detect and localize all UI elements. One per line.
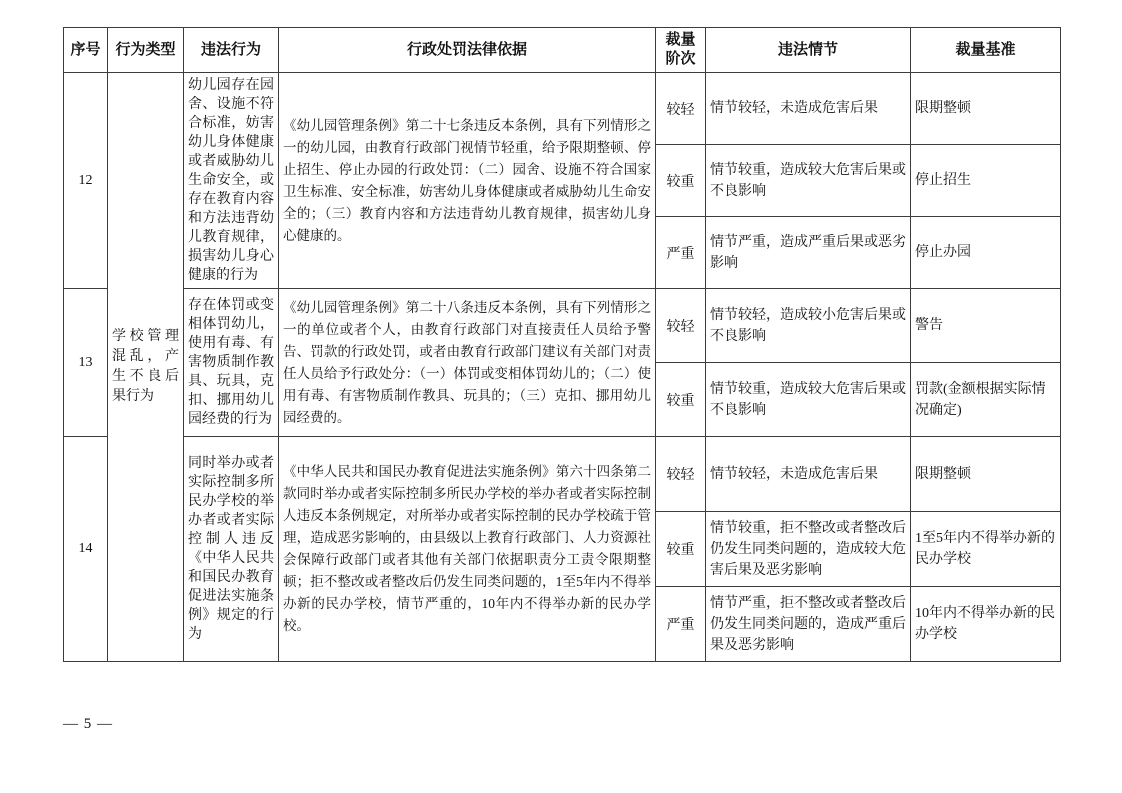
serial-cell-14: 14 [64, 437, 108, 662]
illegal-act-cell-12: 幼儿园存在园舍、设施不符合标准，妨害幼儿身体健康或者威胁幼儿生命安全，或存在教育内容和方法违背幼儿教育规律，损害幼儿身心健康的行为 [184, 73, 279, 289]
circumstance-cell: 情节较重，拒不整改或者整改后仍发生同类问题的，造成较大危害后果及恶劣影响 [706, 512, 911, 587]
benchmark-cell: 警告 [911, 289, 1061, 363]
header-serial: 序号 [64, 28, 108, 73]
tier-level-cell: 较重 [656, 145, 706, 217]
legal-basis-cell-12: 《幼儿园管理条例》第二十七条违反本条例，具有下列情形之一的幼儿园，由教育行政部门视情节轻重，给予限期整顿、停止招生、停止办园的行政处罚：（二）园舍、设施不符合国家卫生标准、安全标准，妨害幼儿身体健康或者威胁幼儿生命安全的；（三）教育内容和方法违背幼儿教育规律，损害幼儿身心健康的。 [279, 73, 656, 289]
tier-level-cell: 较重 [656, 512, 706, 587]
serial-cell-12: 12 [64, 73, 108, 289]
circumstance-cell: 情节较轻，未造成危害后果 [706, 73, 911, 145]
table-row [64, 73, 1061, 145]
legal-basis-cell-14: 《中华人民共和国民办教育促进法实施条例》第六十四条第二款同时举办或者实际控制多所民办学校的举办者或者实际控制人违反本条例规定，对所举办或者实际控制的民办学校疏于管理，造成恶劣影响的，由县级以上教育行政部门、人力资源社会保障行政部门或者其他有关部门依据职责分工责令限期整顿；拒不整改或者整改后仍发生同类问题的，1至5年内不得举办新的民办学校，情节严重的，10年内不得举办新的民办学校。 [279, 437, 656, 662]
circumstance-cell: 情节较轻，未造成危害后果 [706, 437, 911, 512]
circumstance-cell: 情节较轻，造成较小危害后果或不良影响 [706, 289, 911, 363]
table-header-row [64, 28, 1061, 73]
circumstance-cell: 情节较重，造成较大危害后果或不良影响 [706, 363, 911, 437]
illegal-act-cell-14: 同时举办或者实际控制多所民办学校的举办者或者实际控制人违反《中华人民共和国民办教育促进法实施条例》规定的行为 [184, 437, 279, 662]
header-discretion-tier: 裁量阶次 [656, 28, 706, 73]
circumstance-cell: 情节严重，造成严重后果或恶劣影响 [706, 217, 911, 289]
illegal-act-cell-13: 存在体罚或变相体罚幼儿，使用有毒、有害物质制作教具、玩具，克扣、挪用幼儿园经费的行为 [184, 289, 279, 437]
page-number: — 5 — [63, 716, 113, 732]
tier-level-cell: 较重 [656, 363, 706, 437]
legal-basis-cell-13: 《幼儿园管理条例》第二十八条违反本条例，具有下列情形之一的单位或者个人，由教育行政部门对直接责任人员给予警告、罚款的行政处罚，或者由教育行政部门建议有关部门对责任人员给予行政处分：（一）体罚或变相体罚幼儿的；（二）使用有毒、有害物质制作教具、玩具的；（三）克扣、挪用幼儿园经费的。 [279, 289, 656, 437]
benchmark-cell: 限期整顿 [911, 437, 1061, 512]
benchmark-cell: 停止招生 [911, 145, 1061, 217]
header-legal-basis: 行政处罚法律依据 [279, 28, 656, 73]
circumstance-cell: 情节较重，造成较大危害后果或不良影响 [706, 145, 911, 217]
tier-level-cell: 严重 [656, 217, 706, 289]
tier-level-cell: 较轻 [656, 289, 706, 363]
benchmark-cell: 罚款(金额根据实际情况确定) [911, 363, 1061, 437]
benchmark-cell: 10年内不得举办新的民办学校 [911, 587, 1061, 662]
circumstance-cell: 情节严重，拒不整改或者整改后仍发生同类问题的，造成严重后果及恶劣影响 [706, 587, 911, 662]
table-row [64, 437, 1061, 512]
header-benchmark: 裁量基准 [911, 28, 1061, 73]
benchmark-cell: 停止办园 [911, 217, 1061, 289]
tier-level-cell: 严重 [656, 587, 706, 662]
header-circumstance: 违法情节 [706, 28, 911, 73]
table-row [64, 289, 1061, 363]
serial-cell-13: 13 [64, 289, 108, 437]
tier-level-cell: 较轻 [656, 437, 706, 512]
behavior-type-cell: 学校管理混乱，产生不良后果行为 [108, 73, 184, 662]
penalty-discretion-table [63, 27, 1061, 662]
header-illegal-act: 违法行为 [184, 28, 279, 73]
header-behavior-type: 行为类型 [108, 28, 184, 73]
benchmark-cell: 限期整顿 [911, 73, 1061, 145]
benchmark-cell: 1至5年内不得举办新的民办学校 [911, 512, 1061, 587]
tier-level-cell: 较轻 [656, 73, 706, 145]
